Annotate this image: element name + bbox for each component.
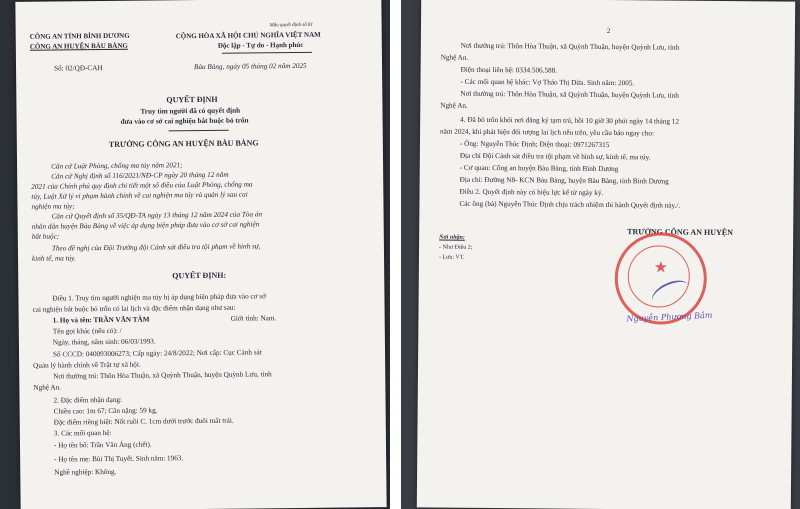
- father-line: - Họ tên bố: Trần Văn Ảng (chết).: [53, 440, 152, 450]
- page-number: 2: [606, 26, 611, 36]
- basis-4b: kinh tế, ma túy.: [31, 254, 76, 263]
- id-line-2: Quản lý hành chính về Trật tự xã hội.: [33, 360, 141, 370]
- page-one: [15, 0, 386, 509]
- right-line-3: Điện thoại liên hệ: 0334.506.588.: [460, 65, 558, 75]
- nation-line2: Độc lập - Tự do - Hạnh phúc: [217, 40, 304, 50]
- page-two: [417, 0, 795, 509]
- org-line1: CÔNG AN TỈNH BÌNH DƯƠNG: [29, 31, 130, 41]
- decision-heading: QUYẾT ĐỊNH:: [172, 270, 227, 281]
- features-heading: 2. Đặc điểm nhận dạng:: [53, 395, 123, 405]
- org-line2: CÔNG AN HUYỆN BÀU BÀNG: [29, 41, 128, 51]
- doc-subject-1: Truy tìm người đã có quyết định: [140, 106, 241, 116]
- gender-line: Giới tính: Nam.: [230, 314, 277, 323]
- residence-line-2: Nghệ An.: [33, 383, 61, 392]
- nation-line1: CỘNG HÒA XÃ HỘI CHỦ NGHĨA VIỆT NAM: [175, 30, 321, 41]
- doc-subject-2: đưa vào cơ sở cai nghiện bắt buộc bỏ trốn: [120, 116, 249, 126]
- basis-2c: túy, Luật Xử lý vi phạm hành chính về cai nghiện ma túy và quản lý sau cai: [31, 190, 248, 201]
- basis-2a: Căn cứ Nghị định số 116/2021/NĐ-CP ngày 20 tháng 12 năm: [51, 170, 229, 181]
- alias-line: Tên gọi khác (nếu có): /: [52, 326, 122, 336]
- doc-title: QUYẾT ĐỊNH: [166, 94, 218, 105]
- right-photo: [401, 0, 800, 509]
- recipients-label: Nơi nhận:: [439, 234, 465, 241]
- job-line: Nghề nghiệp: Không.: [54, 467, 117, 477]
- article-1a: Điều 1. Truy tìm người nghiện ma túy bị áp dụng biện pháp đưa vào cơ sở: [52, 292, 266, 303]
- residence-line: Nơi thường trú: Thôn Hòa Thuận, xã Quỳnh Thuận, huyện Quỳnh Lưu, tỉnh: [53, 370, 272, 381]
- basis-3c: bắt buộc;: [31, 232, 60, 241]
- right-line-1: Nơi thường trú: Thôn Hòa Thuận, xã Quỳnh Thuận, huyện Quỳnh Lưu, tỉnh: [460, 41, 680, 52]
- basis-4a: Theo đề nghị của Đội Trưởng đội Cảnh sát điều tra tội phạm về hình sự,: [51, 242, 261, 253]
- signer-title: TRƯỞNG CÔNG AN HUYỆN: [627, 227, 733, 238]
- right-line-6: Nghệ An.: [440, 101, 468, 110]
- right-line-9: - Ông: Nguyễn Thúc Định; Điện thoại: 0971267315: [459, 139, 610, 150]
- id-line: Số CCCD: 040093006273; Cấp ngày: 24/8/2022; Nơi cấp: Cục Cảnh sát: [52, 348, 262, 359]
- right-line-12: Địa chỉ: Đường N8- KCN Bàu Bàng, huyện Bàu Bàng, tỉnh Bình Dương: [459, 175, 669, 186]
- right-line-11: - Cơ quan: Công an huyện Bàu Bàng, tỉnh Bình Dương: [459, 163, 619, 174]
- mother-line: - Họ tên mẹ: Bùi Thị Tuyết. Sinh năm: 1963.: [54, 454, 184, 464]
- right-line-13: Điều 2. Quyết định này có hiệu lực kể từ ngày ký.: [459, 187, 604, 197]
- right-line-8: năm 2024, khi phát hiện đối tượng lai lịch nêu trên, yêu cầu báo ngay cho:: [440, 127, 654, 138]
- height-line: Chiều cao: 1m 67; Cân nặng: 59 kg.: [53, 406, 158, 416]
- right-line-5: Nơi thường trú: Thôn Hòa Thuận, xã Quỳnh Thuận, huyện Quỳnh Lưu, tỉnh: [460, 89, 679, 100]
- authority: TRƯỞNG CÔNG AN HUYỆN BÀU BÀNG: [108, 138, 259, 149]
- signer-name: Nguyễn Phương Bắm: [626, 310, 713, 324]
- right-line-14: Các ông (bà) Nguyễn Thúc Định chịu trách nhiệm thi hành Quyết định này./.: [459, 199, 681, 210]
- basis-2d: nghiện ma túy;: [31, 202, 75, 211]
- form-code: Mẫu quyết định số 81: [269, 22, 313, 29]
- title-underline: [169, 130, 229, 132]
- basis-3a: Căn cứ Quyết định số 35/QĐ-TA ngày 13 tháng 12 năm 2024 của Tòa án: [51, 210, 263, 221]
- motto-underline: [222, 52, 312, 54]
- name-line: 1. Họ và tên: TRẦN VĂN TÂM: [52, 315, 150, 325]
- basis-3b: nhân dân huyện Bàu Bàng về việc áp dụng biện pháp đưa vào cơ sở cai nghiện: [31, 220, 260, 231]
- seal-star-icon: ★: [653, 259, 669, 277]
- doc-number: Số: 02/QĐ-CAH: [54, 64, 103, 73]
- dob-line: Ngày, tháng, năm sinh: 06/03/1993.: [52, 337, 156, 347]
- basis-2b: 2021 của Chính phủ quy định chi tiết một số điều của Luật Phòng, chống ma: [31, 180, 253, 191]
- recipient-1: - Như Điều 2;: [439, 244, 473, 251]
- date-line: Bàu Bàng, ngày 05 tháng 02 năm 2025: [193, 61, 307, 72]
- left-photo: [0, 0, 390, 509]
- right-line-7: 4. Đã bỏ trốn khỏi nơi đăng ký tạm trú, hồi 10 giờ 30 phút ngày 14 tháng 12: [460, 115, 680, 126]
- right-line-10: Địa chỉ Đội Cảnh sát điều tra tội phạm về hình sự, kinh tế, ma túy.: [459, 151, 651, 162]
- right-line-4: - Các mối quan hệ khác: Vợ Thảo Thị Dừa. Sinh năm: 2005.: [460, 77, 635, 88]
- marks-line: Đặc điểm riêng biệt: Nốt ruồi C. 1cm dưới trước đuôi mắt trái.: [53, 416, 234, 427]
- recipient-2: - Lưu: VT.: [438, 254, 465, 261]
- article-1b: cai nghiện bắt buộc bỏ trốn có lai lịch và đặc điểm nhận dạng như sau:: [32, 303, 236, 314]
- right-line-2: Nghệ An.: [440, 53, 469, 62]
- basis-1: Căn cứ Luật Phòng, chống ma túy năm 2021;: [51, 161, 183, 171]
- relations-heading: 3. Các mối quan hệ:: [53, 428, 112, 438]
